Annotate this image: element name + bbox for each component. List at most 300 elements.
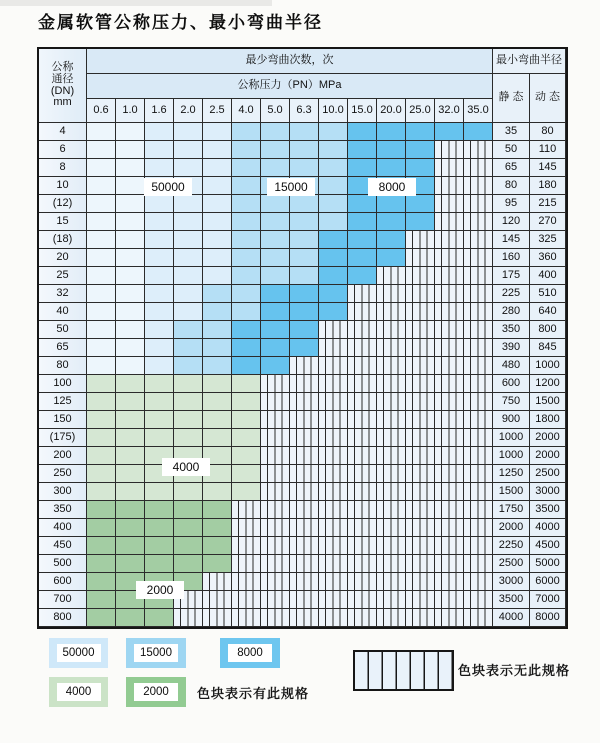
cell-unavailable xyxy=(348,609,377,627)
static-cell: 1750 xyxy=(493,501,530,519)
cell-unavailable xyxy=(261,537,290,555)
cell-unavailable xyxy=(319,465,348,483)
cell-available xyxy=(116,411,145,429)
cell-available xyxy=(87,375,116,393)
cell-unavailable xyxy=(377,465,406,483)
cell-available xyxy=(232,411,261,429)
cell-unavailable xyxy=(290,609,319,627)
cell-available xyxy=(174,267,203,285)
cell-available xyxy=(232,213,261,231)
cell-available xyxy=(87,321,116,339)
cell-unavailable xyxy=(464,303,493,321)
cell-available xyxy=(145,213,174,231)
static-cell: 80 xyxy=(493,177,530,195)
cell-available xyxy=(87,123,116,141)
cell-unavailable xyxy=(290,393,319,411)
legend-swatch xyxy=(49,677,108,707)
cell-available xyxy=(406,141,435,159)
static-cell: 900 xyxy=(493,411,530,429)
cell-unavailable xyxy=(377,267,406,285)
cell-available xyxy=(232,357,261,375)
cell-unavailable xyxy=(464,357,493,375)
dn-cell: 20 xyxy=(39,249,87,267)
legend-no-spec-swatch xyxy=(353,650,454,691)
cell-available xyxy=(348,231,377,249)
cell-unavailable xyxy=(377,303,406,321)
cell-unavailable xyxy=(406,447,435,465)
cell-available xyxy=(87,537,116,555)
cell-unavailable xyxy=(377,321,406,339)
cell-available xyxy=(203,501,232,519)
cell-available xyxy=(464,123,493,141)
cell-unavailable xyxy=(319,519,348,537)
cell-available xyxy=(319,213,348,231)
cell-available xyxy=(203,213,232,231)
dn-cell: 450 xyxy=(39,537,87,555)
cell-available xyxy=(145,411,174,429)
cell-available xyxy=(261,213,290,231)
legend-swatch xyxy=(220,638,280,668)
cell-unavailable xyxy=(435,501,464,519)
static-cell: 2250 xyxy=(493,537,530,555)
cell-unavailable xyxy=(348,465,377,483)
cell-unavailable xyxy=(435,195,464,213)
dn-header-line: 公称 xyxy=(51,61,74,74)
cell-available xyxy=(116,249,145,267)
dynamic-cell: 1800 xyxy=(530,411,566,429)
cell-available xyxy=(87,285,116,303)
dynamic-cell: 1200 xyxy=(530,375,566,393)
pn-value-header-cell: 4.0 xyxy=(232,99,261,123)
cell-available xyxy=(377,141,406,159)
cell-available xyxy=(145,537,174,555)
dynamic-cell: 325 xyxy=(530,231,566,249)
cell-unavailable xyxy=(348,375,377,393)
cell-available xyxy=(174,213,203,231)
cell-unavailable xyxy=(435,303,464,321)
cell-unavailable xyxy=(406,321,435,339)
cell-unavailable xyxy=(348,447,377,465)
cell-available xyxy=(87,393,116,411)
cell-available xyxy=(348,213,377,231)
cell-available xyxy=(174,159,203,177)
cell-unavailable xyxy=(348,429,377,447)
cell-available xyxy=(87,483,116,501)
static-cell: 1000 xyxy=(493,429,530,447)
cell-available xyxy=(174,231,203,249)
cell-available xyxy=(261,231,290,249)
dn-cell: 125 xyxy=(39,393,87,411)
cell-available xyxy=(348,123,377,141)
cell-available xyxy=(203,267,232,285)
cell-unavailable xyxy=(406,339,435,357)
cell-unavailable xyxy=(174,609,203,627)
cell-unavailable xyxy=(464,465,493,483)
cell-available xyxy=(174,429,203,447)
cell-unavailable xyxy=(232,537,261,555)
cell-unavailable xyxy=(290,591,319,609)
cell-available xyxy=(232,177,261,195)
cell-available xyxy=(145,429,174,447)
static-cell: 4000 xyxy=(493,609,530,627)
static-cell: 280 xyxy=(493,303,530,321)
cell-unavailable xyxy=(406,231,435,249)
cell-unavailable xyxy=(406,267,435,285)
dn-cell: 250 xyxy=(39,465,87,483)
cell-unavailable xyxy=(464,195,493,213)
cell-available xyxy=(203,249,232,267)
cell-unavailable xyxy=(464,339,493,357)
cell-unavailable xyxy=(406,465,435,483)
cell-unavailable xyxy=(435,159,464,177)
dn-cell: 500 xyxy=(39,555,87,573)
cell-available xyxy=(232,123,261,141)
cell-unavailable xyxy=(377,609,406,627)
cell-unavailable xyxy=(435,429,464,447)
cell-unavailable xyxy=(261,519,290,537)
cell-available xyxy=(145,609,174,627)
dn-cell: (12) xyxy=(39,195,87,213)
dn-cell: 8 xyxy=(39,159,87,177)
dn-cell: 100 xyxy=(39,375,87,393)
cell-unavailable xyxy=(290,555,319,573)
cell-available xyxy=(290,267,319,285)
cell-unavailable xyxy=(261,465,290,483)
cell-unavailable xyxy=(406,357,435,375)
cycle-count-label: 8000 xyxy=(368,178,416,196)
cell-unavailable xyxy=(348,501,377,519)
cell-available xyxy=(174,537,203,555)
cell-unavailable xyxy=(348,483,377,501)
cell-unavailable xyxy=(406,555,435,573)
cell-unavailable xyxy=(435,357,464,375)
dn-header-cell xyxy=(39,49,87,123)
cell-available xyxy=(232,483,261,501)
legend-swatch-label: 4000 xyxy=(57,683,101,701)
cell-available xyxy=(87,573,116,591)
cell-available xyxy=(232,303,261,321)
cell-available xyxy=(116,231,145,249)
static-cell: 225 xyxy=(493,285,530,303)
cell-unavailable xyxy=(406,519,435,537)
cell-unavailable xyxy=(319,393,348,411)
cell-available xyxy=(145,339,174,357)
cell-available xyxy=(174,411,203,429)
cell-available xyxy=(145,555,174,573)
cell-unavailable xyxy=(435,177,464,195)
cell-available xyxy=(203,411,232,429)
cell-available xyxy=(290,339,319,357)
static-cell: 600 xyxy=(493,375,530,393)
cell-available xyxy=(290,231,319,249)
cell-unavailable xyxy=(377,483,406,501)
cell-unavailable xyxy=(464,213,493,231)
dn-cell: 80 xyxy=(39,357,87,375)
cell-unavailable xyxy=(435,465,464,483)
dynamic-cell: 8000 xyxy=(530,609,566,627)
dynamic-cell: 4000 xyxy=(530,519,566,537)
cell-unavailable xyxy=(290,375,319,393)
cell-unavailable xyxy=(348,573,377,591)
dn-cell: 150 xyxy=(39,411,87,429)
cell-unavailable xyxy=(261,609,290,627)
cycle-count-label: 50000 xyxy=(144,178,192,196)
dynamic-cell: 510 xyxy=(530,285,566,303)
cell-available xyxy=(377,231,406,249)
cell-available xyxy=(145,159,174,177)
cell-unavailable xyxy=(435,537,464,555)
cell-available xyxy=(435,123,464,141)
cell-unavailable xyxy=(435,375,464,393)
cell-unavailable xyxy=(435,321,464,339)
cell-unavailable xyxy=(406,249,435,267)
pn-value-header-cell: 20.0 xyxy=(377,99,406,123)
dynamic-cell: 2000 xyxy=(530,429,566,447)
dynamic-cell: 1500 xyxy=(530,393,566,411)
cell-unavailable xyxy=(232,609,261,627)
dn-header-line: mm xyxy=(53,96,72,109)
cell-available xyxy=(261,303,290,321)
cell-unavailable xyxy=(290,447,319,465)
cell-available xyxy=(87,411,116,429)
pn-value-header-cell: 15.0 xyxy=(348,99,377,123)
cell-available xyxy=(116,429,145,447)
static-cell: 3000 xyxy=(493,573,530,591)
dn-cell: 15 xyxy=(39,213,87,231)
cell-unavailable xyxy=(377,447,406,465)
cell-unavailable xyxy=(464,591,493,609)
cell-available xyxy=(116,141,145,159)
cell-unavailable xyxy=(406,501,435,519)
cell-available xyxy=(174,195,203,213)
cell-available xyxy=(232,375,261,393)
pn-value-header-cell: 32.0 xyxy=(435,99,464,123)
cell-available xyxy=(232,159,261,177)
legend-swatch xyxy=(126,638,186,668)
cell-available xyxy=(174,393,203,411)
cell-available xyxy=(174,501,203,519)
cell-available xyxy=(145,357,174,375)
legend-swatch-label: 2000 xyxy=(134,683,178,701)
cell-unavailable xyxy=(319,483,348,501)
cell-available xyxy=(319,267,348,285)
cell-available xyxy=(261,285,290,303)
cell-available xyxy=(232,465,261,483)
cell-unavailable xyxy=(319,609,348,627)
cell-available xyxy=(145,249,174,267)
legend xyxy=(0,636,600,726)
dynamic-cell: 4500 xyxy=(530,537,566,555)
cell-available xyxy=(174,123,203,141)
dn-cell: (18) xyxy=(39,231,87,249)
legend-swatch-label: 50000 xyxy=(57,644,101,662)
cell-unavailable xyxy=(290,519,319,537)
cell-unavailable xyxy=(348,321,377,339)
cell-available xyxy=(87,501,116,519)
cell-unavailable xyxy=(319,321,348,339)
scan-edge-strip xyxy=(0,0,272,6)
dynamic-cell: 110 xyxy=(530,141,566,159)
dynamic-cell: 2500 xyxy=(530,465,566,483)
cell-unavailable xyxy=(261,411,290,429)
cell-available xyxy=(145,483,174,501)
dn-cell: 65 xyxy=(39,339,87,357)
pn-value-header-cell: 25.0 xyxy=(406,99,435,123)
cell-available xyxy=(87,519,116,537)
static-cell: 50 xyxy=(493,141,530,159)
cell-available xyxy=(406,195,435,213)
cell-available xyxy=(261,249,290,267)
cell-available xyxy=(232,393,261,411)
cell-unavailable xyxy=(435,393,464,411)
cell-unavailable xyxy=(435,555,464,573)
cell-available xyxy=(232,141,261,159)
dynamic-cell: 2000 xyxy=(530,447,566,465)
cell-unavailable xyxy=(232,591,261,609)
legend-has-spec-text: 色块表示有此规格 xyxy=(197,686,310,701)
cell-unavailable xyxy=(261,447,290,465)
cycles-header-cell: 最少弯曲次数，次 xyxy=(87,49,493,74)
cell-available xyxy=(87,465,116,483)
cell-unavailable xyxy=(290,537,319,555)
cell-available xyxy=(203,519,232,537)
cell-unavailable xyxy=(435,213,464,231)
cell-unavailable xyxy=(406,429,435,447)
cell-unavailable xyxy=(319,537,348,555)
cell-unavailable xyxy=(435,447,464,465)
cell-unavailable xyxy=(261,555,290,573)
cell-unavailable xyxy=(348,537,377,555)
cell-available xyxy=(203,537,232,555)
cell-available xyxy=(116,195,145,213)
dn-cell: 4 xyxy=(39,123,87,141)
cell-unavailable xyxy=(319,591,348,609)
cell-available xyxy=(203,159,232,177)
cycle-count-label: 2000 xyxy=(136,581,184,599)
cell-available xyxy=(232,429,261,447)
cell-unavailable xyxy=(261,483,290,501)
cell-unavailable xyxy=(290,357,319,375)
dn-cell: 700 xyxy=(39,591,87,609)
cell-unavailable xyxy=(232,519,261,537)
pn-value-header-cell: 10.0 xyxy=(319,99,348,123)
cell-unavailable xyxy=(377,411,406,429)
cell-unavailable xyxy=(319,447,348,465)
cell-unavailable xyxy=(464,375,493,393)
cell-available xyxy=(377,213,406,231)
cell-available xyxy=(290,285,319,303)
cell-available xyxy=(87,447,116,465)
static-cell: 480 xyxy=(493,357,530,375)
cell-unavailable xyxy=(464,429,493,447)
cell-available xyxy=(87,339,116,357)
dn-header-line: 通径 xyxy=(51,72,74,85)
dynamic-cell: 800 xyxy=(530,321,566,339)
cell-available xyxy=(203,393,232,411)
cell-available xyxy=(203,303,232,321)
dynamic-cell: 360 xyxy=(530,249,566,267)
dn-cell: 10 xyxy=(39,177,87,195)
cell-unavailable xyxy=(464,555,493,573)
cell-available xyxy=(145,501,174,519)
cell-available xyxy=(145,267,174,285)
cell-available xyxy=(116,357,145,375)
cell-available xyxy=(406,159,435,177)
cell-available xyxy=(116,213,145,231)
cell-available xyxy=(145,141,174,159)
cell-available xyxy=(174,555,203,573)
dynamic-cell: 640 xyxy=(530,303,566,321)
static-cell: 3500 xyxy=(493,591,530,609)
dynamic-cell: 3000 xyxy=(530,483,566,501)
pn-value-header-cell: 5.0 xyxy=(261,99,290,123)
static-cell: 175 xyxy=(493,267,530,285)
cell-available xyxy=(116,123,145,141)
dynamic-header-cell: 动 态 xyxy=(530,74,566,123)
dynamic-cell: 1000 xyxy=(530,357,566,375)
cell-available xyxy=(116,285,145,303)
cell-unavailable xyxy=(232,501,261,519)
legend-no-spec-text: 色块表示无此规格 xyxy=(458,663,571,678)
cell-unavailable xyxy=(406,375,435,393)
dynamic-cell: 5000 xyxy=(530,555,566,573)
cell-unavailable xyxy=(319,375,348,393)
pn-value-header-cell: 1.0 xyxy=(116,99,145,123)
cell-unavailable xyxy=(435,249,464,267)
cell-available xyxy=(174,375,203,393)
cell-unavailable xyxy=(464,321,493,339)
dynamic-cell: 6000 xyxy=(530,573,566,591)
cell-available xyxy=(116,159,145,177)
cell-unavailable xyxy=(319,555,348,573)
cell-unavailable xyxy=(348,303,377,321)
cell-available xyxy=(116,303,145,321)
cell-unavailable xyxy=(435,231,464,249)
pn-value-header-cell: 1.6 xyxy=(145,99,174,123)
cell-unavailable xyxy=(290,411,319,429)
cell-available xyxy=(232,231,261,249)
cell-unavailable xyxy=(348,591,377,609)
cell-available xyxy=(145,303,174,321)
cell-unavailable xyxy=(377,285,406,303)
cell-available xyxy=(174,321,203,339)
cell-available xyxy=(348,141,377,159)
static-cell: 145 xyxy=(493,231,530,249)
static-cell: 65 xyxy=(493,159,530,177)
cell-unavailable xyxy=(348,285,377,303)
cell-unavailable xyxy=(261,501,290,519)
cell-unavailable xyxy=(464,249,493,267)
cell-unavailable xyxy=(435,285,464,303)
cell-available xyxy=(290,213,319,231)
cell-available xyxy=(319,195,348,213)
cell-unavailable xyxy=(377,339,406,357)
cell-unavailable xyxy=(464,393,493,411)
pn-value-header-cell: 0.6 xyxy=(87,99,116,123)
cell-unavailable xyxy=(290,483,319,501)
cell-unavailable xyxy=(377,573,406,591)
cell-unavailable xyxy=(348,519,377,537)
cell-available xyxy=(145,393,174,411)
cell-available xyxy=(406,123,435,141)
cell-unavailable xyxy=(290,465,319,483)
cell-available xyxy=(116,519,145,537)
legend-swatch-label: 15000 xyxy=(134,644,178,662)
cell-unavailable xyxy=(406,483,435,501)
dn-cell: 600 xyxy=(39,573,87,591)
cell-unavailable xyxy=(319,429,348,447)
cell-unavailable xyxy=(348,393,377,411)
